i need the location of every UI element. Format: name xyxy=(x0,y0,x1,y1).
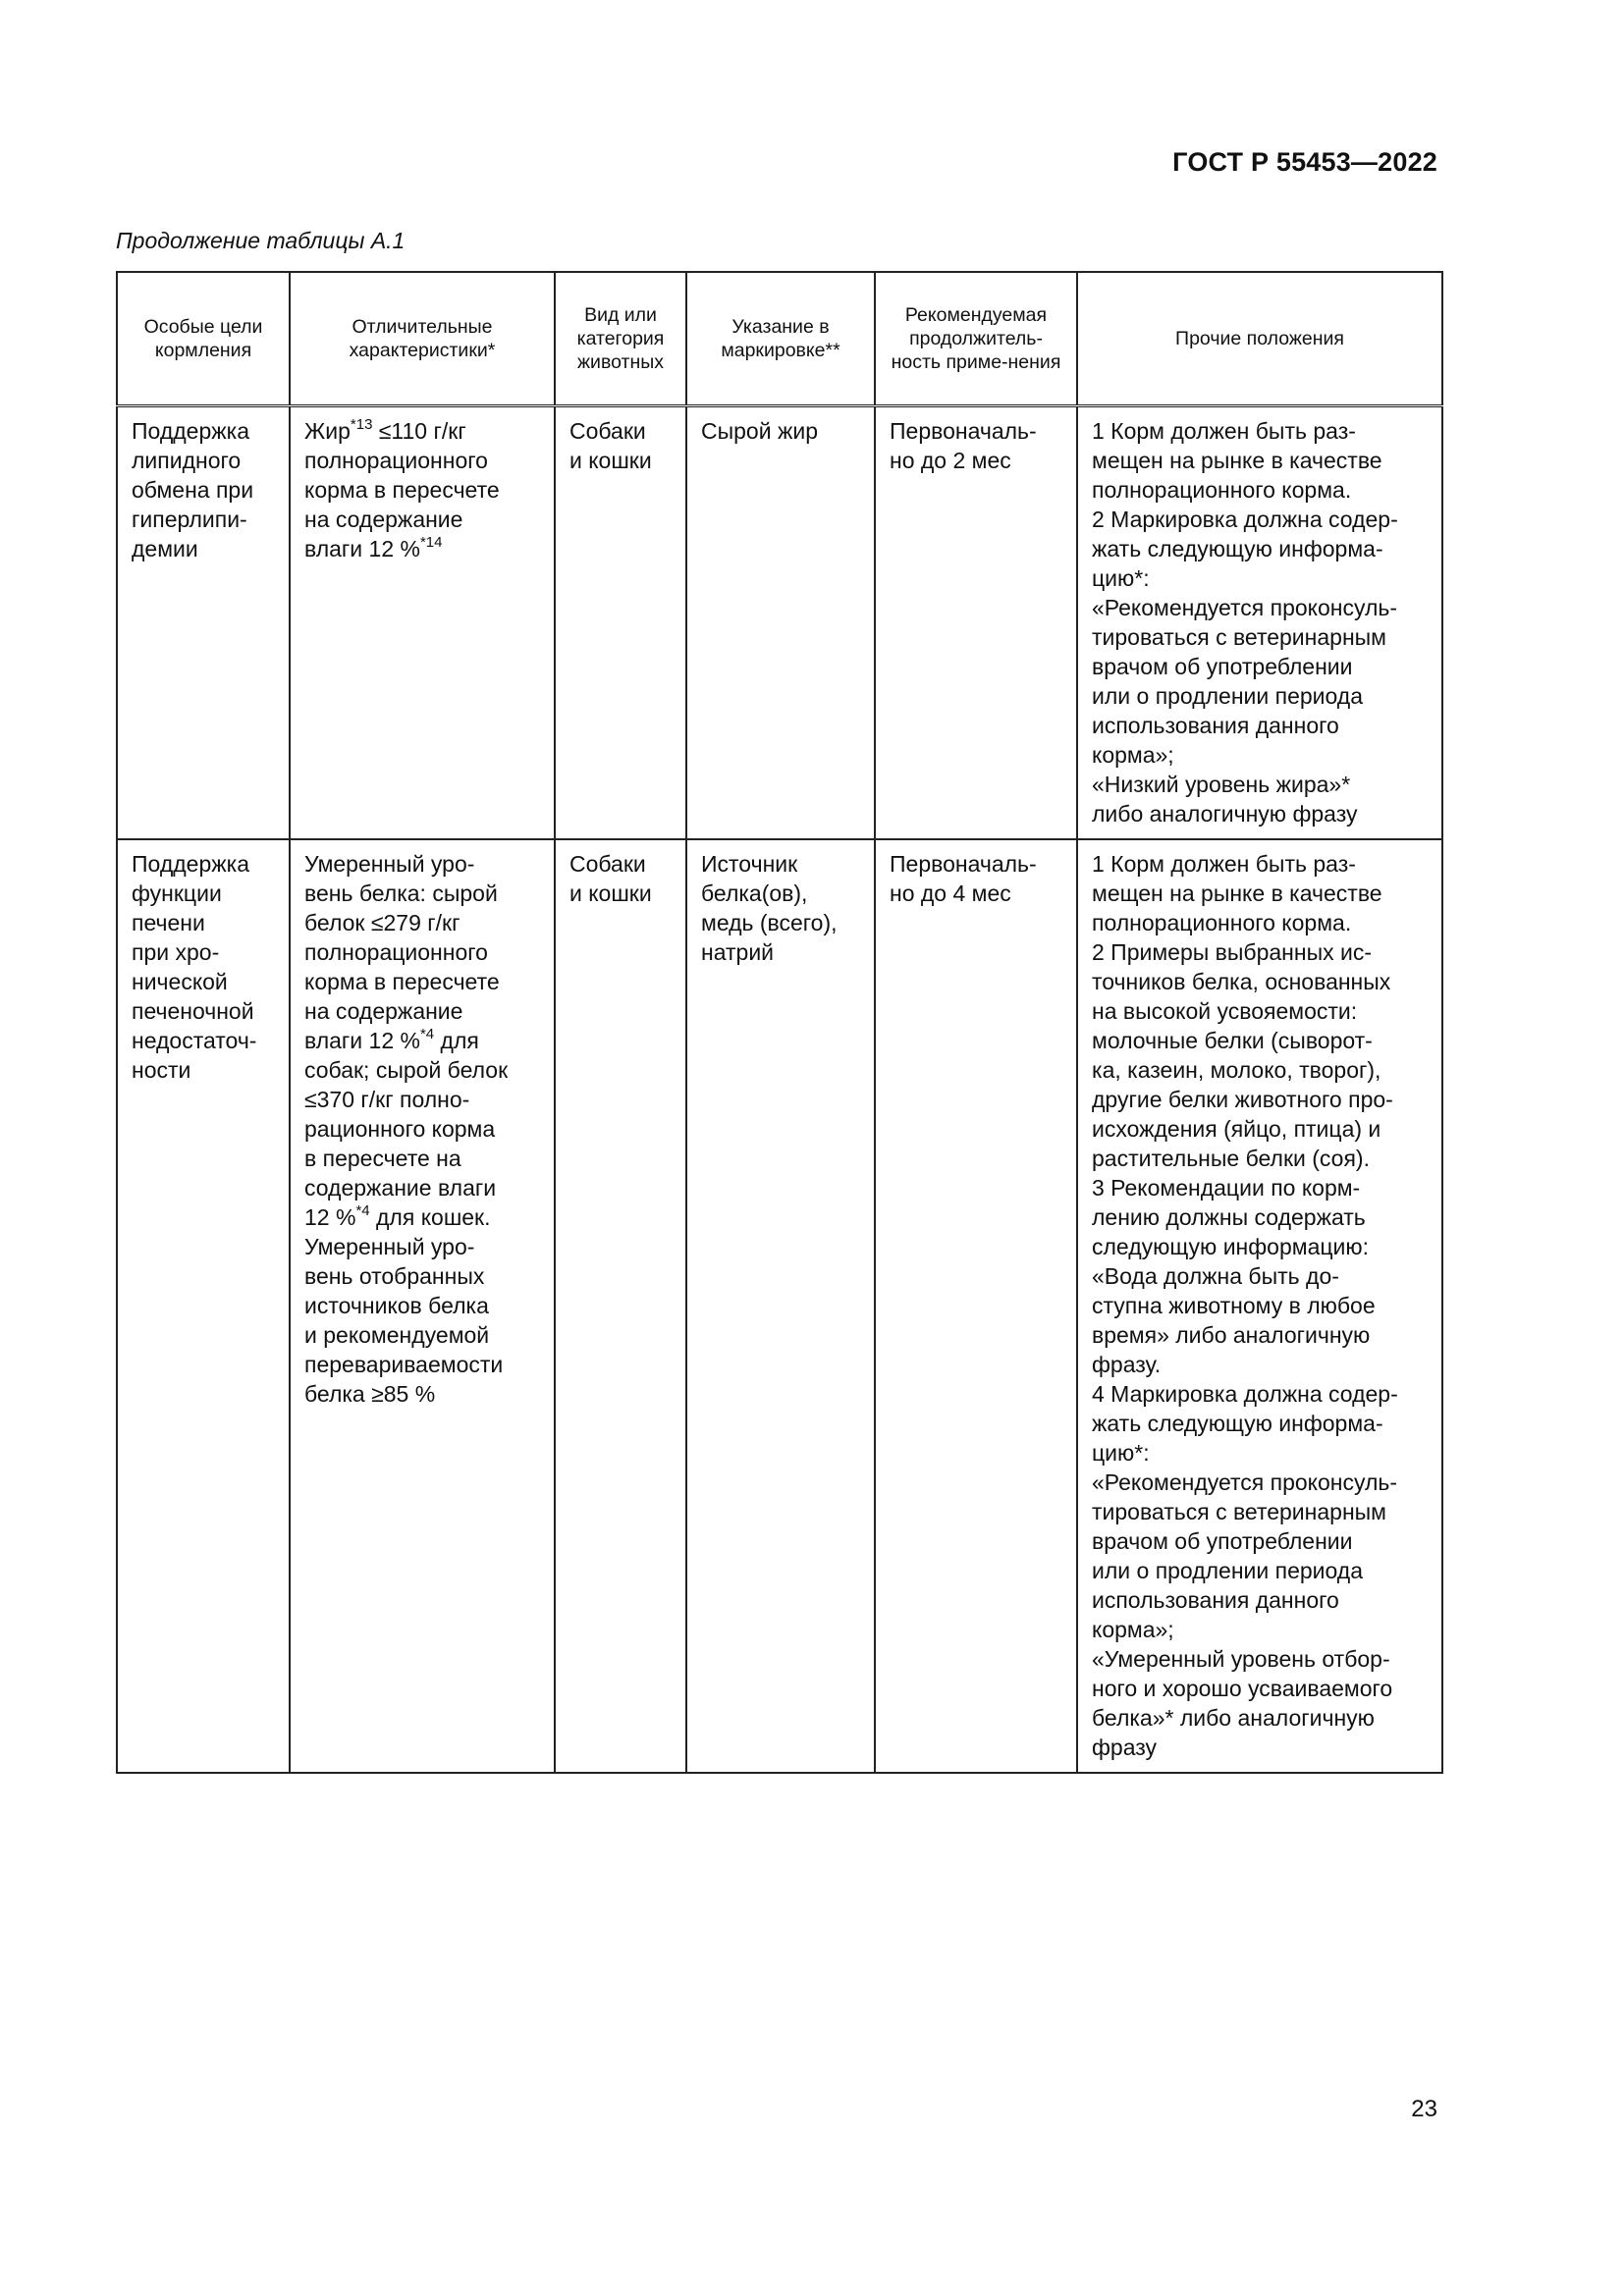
cell-line: ности xyxy=(132,1057,191,1083)
cell-line: нической xyxy=(132,969,228,994)
cell-line: другие белки животного про- xyxy=(1092,1087,1393,1112)
cell-line: корма»; xyxy=(1092,742,1174,768)
cell-characteristics: Жир$^{*13}$ ≤110 г/кг полнорационного корма в пересчете на содержание влаги 12 %$^{*14}$ xyxy=(290,406,555,840)
cell-line: «Низкий уровень жира»* xyxy=(1092,772,1351,797)
cell-line: цию*: xyxy=(1092,1440,1150,1466)
cell-line: белка»* либо аналогичную xyxy=(1092,1705,1375,1731)
cell-line: или о продлении периода xyxy=(1092,1558,1364,1583)
cell-line: полнорационного корма. xyxy=(1092,910,1352,935)
header-labeling: Указание в маркировке** xyxy=(686,272,875,406)
cell-line: «Умеренный уровень отбор- xyxy=(1092,1646,1390,1672)
page-number: 23 xyxy=(1411,2096,1437,2122)
cell-line: фразу xyxy=(1092,1735,1158,1760)
header-other: Прочие положения xyxy=(1077,272,1442,406)
feed-purposes-table xyxy=(116,271,1443,1774)
cell-line: медь (всего), xyxy=(701,910,838,935)
cell-line: Сырой жир xyxy=(701,418,818,444)
cell-line: печеночной xyxy=(132,998,254,1024)
cell-line: ступна животному в любое xyxy=(1092,1293,1376,1318)
cell-line: 2 Примеры выбранных ис- xyxy=(1092,939,1373,965)
cell-line: корма»; xyxy=(1092,1617,1174,1642)
cell-line: 1 Корм должен быть раз- xyxy=(1092,418,1356,444)
cell-purpose xyxy=(117,839,290,1773)
cell-line: точников белка, основанных xyxy=(1092,969,1391,994)
cell-line: врачом об употреблении xyxy=(1092,1528,1353,1554)
header-duration: Рекомендуемая продолжитель-ность приме-нения xyxy=(875,272,1077,406)
cell-line: Поддержка xyxy=(132,418,249,444)
cell-line: но до 2 мес xyxy=(890,448,1011,473)
cell-line: жать следующую информа- xyxy=(1092,1411,1383,1436)
cell-line: жать следующую информа- xyxy=(1092,536,1383,561)
table-row xyxy=(117,839,1442,1773)
cell-line: 4 Маркировка должна содер- xyxy=(1092,1381,1398,1407)
cell-line: белка(ов), xyxy=(701,881,808,906)
cell-line: демии xyxy=(132,536,198,561)
cell-line: Поддержка xyxy=(132,851,249,877)
table-header-row xyxy=(117,272,1442,406)
cell-line: при хро- xyxy=(132,939,220,965)
cell-line: Источник xyxy=(701,851,798,877)
table-caption: Продолжение таблицы А.1 xyxy=(116,228,406,253)
cell-line: натрий xyxy=(701,939,775,965)
cell-line: 1 Корм должен быть раз- xyxy=(1092,851,1356,877)
cell-line: обмена при xyxy=(132,477,254,503)
cell-duration xyxy=(875,406,1077,840)
header-characteristics: Отличительные характеристики* xyxy=(290,272,555,406)
cell-line: «Рекомендуется проконсуль- xyxy=(1092,595,1398,620)
cell-line: 2 Маркировка должна содер- xyxy=(1092,507,1398,532)
cell-line: ного и хорошо усваиваемого xyxy=(1092,1676,1393,1701)
header-purpose: Особые цели кормления xyxy=(117,272,290,406)
cell-line: использования данного xyxy=(1092,1587,1339,1613)
cell-line: и кошки xyxy=(569,448,652,473)
cell-line: Первоначаль- xyxy=(890,418,1037,444)
cell-line: тироваться с ветеринарным xyxy=(1092,1499,1386,1524)
cell-line: лению должны содержать xyxy=(1092,1204,1366,1230)
header-animals: Вид или категория животных xyxy=(555,272,686,406)
cell-line: недостаточ- xyxy=(132,1028,257,1053)
cell-animals xyxy=(555,406,686,840)
cell-line: время» либо аналогичную xyxy=(1092,1322,1371,1348)
cell-line: липидного xyxy=(132,448,242,473)
cell-line: следующую информацию: xyxy=(1092,1234,1370,1259)
cell-line: и кошки xyxy=(569,881,652,906)
cell-labeling xyxy=(686,839,875,1773)
cell-characteristics: Умеренный уро- вень белка: сырой белок ≤279 г/кг полнорационного корма в пересчете на содержание влаги 12 %$^{*4}$ для собак; сырой белок ≤370 г/кг полно- рационного корма в пересчете на содержание влаги 12 %$^{*4}$ для кошек. Умеренный уро- вень отобранных источников белка и рекомендуемой перевариваемости белка ≥85 % xyxy=(290,839,555,1773)
cell-line: Первоначаль- xyxy=(890,851,1037,877)
cell-line: «Вода должна быть до- xyxy=(1092,1263,1339,1289)
cell-line: фразу. xyxy=(1092,1352,1162,1377)
cell-other xyxy=(1077,839,1442,1773)
cell-line: 3 Рекомендации по корм- xyxy=(1092,1175,1361,1201)
cell-line: ка, казеин, молоко, творог), xyxy=(1092,1057,1381,1083)
cell-line: или о продлении периода xyxy=(1092,683,1364,709)
cell-purpose xyxy=(117,406,290,840)
cell-line: «Рекомендуется проконсуль- xyxy=(1092,1469,1398,1495)
cell-line: врачом об употреблении xyxy=(1092,654,1353,679)
cell-duration xyxy=(875,839,1077,1773)
cell-line: цию*: xyxy=(1092,565,1150,591)
cell-line: либо аналогичную фразу xyxy=(1092,801,1358,827)
cell-line: Собаки xyxy=(569,418,646,444)
cell-line: использования данного xyxy=(1092,713,1339,738)
cell-line: молочные белки (сыворот- xyxy=(1092,1028,1373,1053)
cell-line: Собаки xyxy=(569,851,646,877)
cell-line: полнорационного корма. xyxy=(1092,477,1352,503)
cell-line: печени xyxy=(132,910,205,935)
cell-line: на высокой усвояемости: xyxy=(1092,998,1358,1024)
cell-line: функции xyxy=(132,881,222,906)
cell-line: гиперлипи- xyxy=(132,507,247,532)
cell-line: растительные белки (соя). xyxy=(1092,1146,1370,1171)
cell-line: исхождения (яйцо, птица) и xyxy=(1092,1116,1381,1142)
document-code: ГОСТ Р 55453—2022 xyxy=(1172,147,1437,177)
cell-labeling xyxy=(686,406,875,840)
cell-line: мещен на рынке в качестве xyxy=(1092,448,1382,473)
cell-line: но до 4 мес xyxy=(890,881,1011,906)
cell-other xyxy=(1077,406,1442,840)
table-row xyxy=(117,406,1442,840)
cell-line: тироваться с ветеринарным xyxy=(1092,624,1386,650)
cell-animals xyxy=(555,839,686,1773)
cell-line: мещен на рынке в качестве xyxy=(1092,881,1382,906)
